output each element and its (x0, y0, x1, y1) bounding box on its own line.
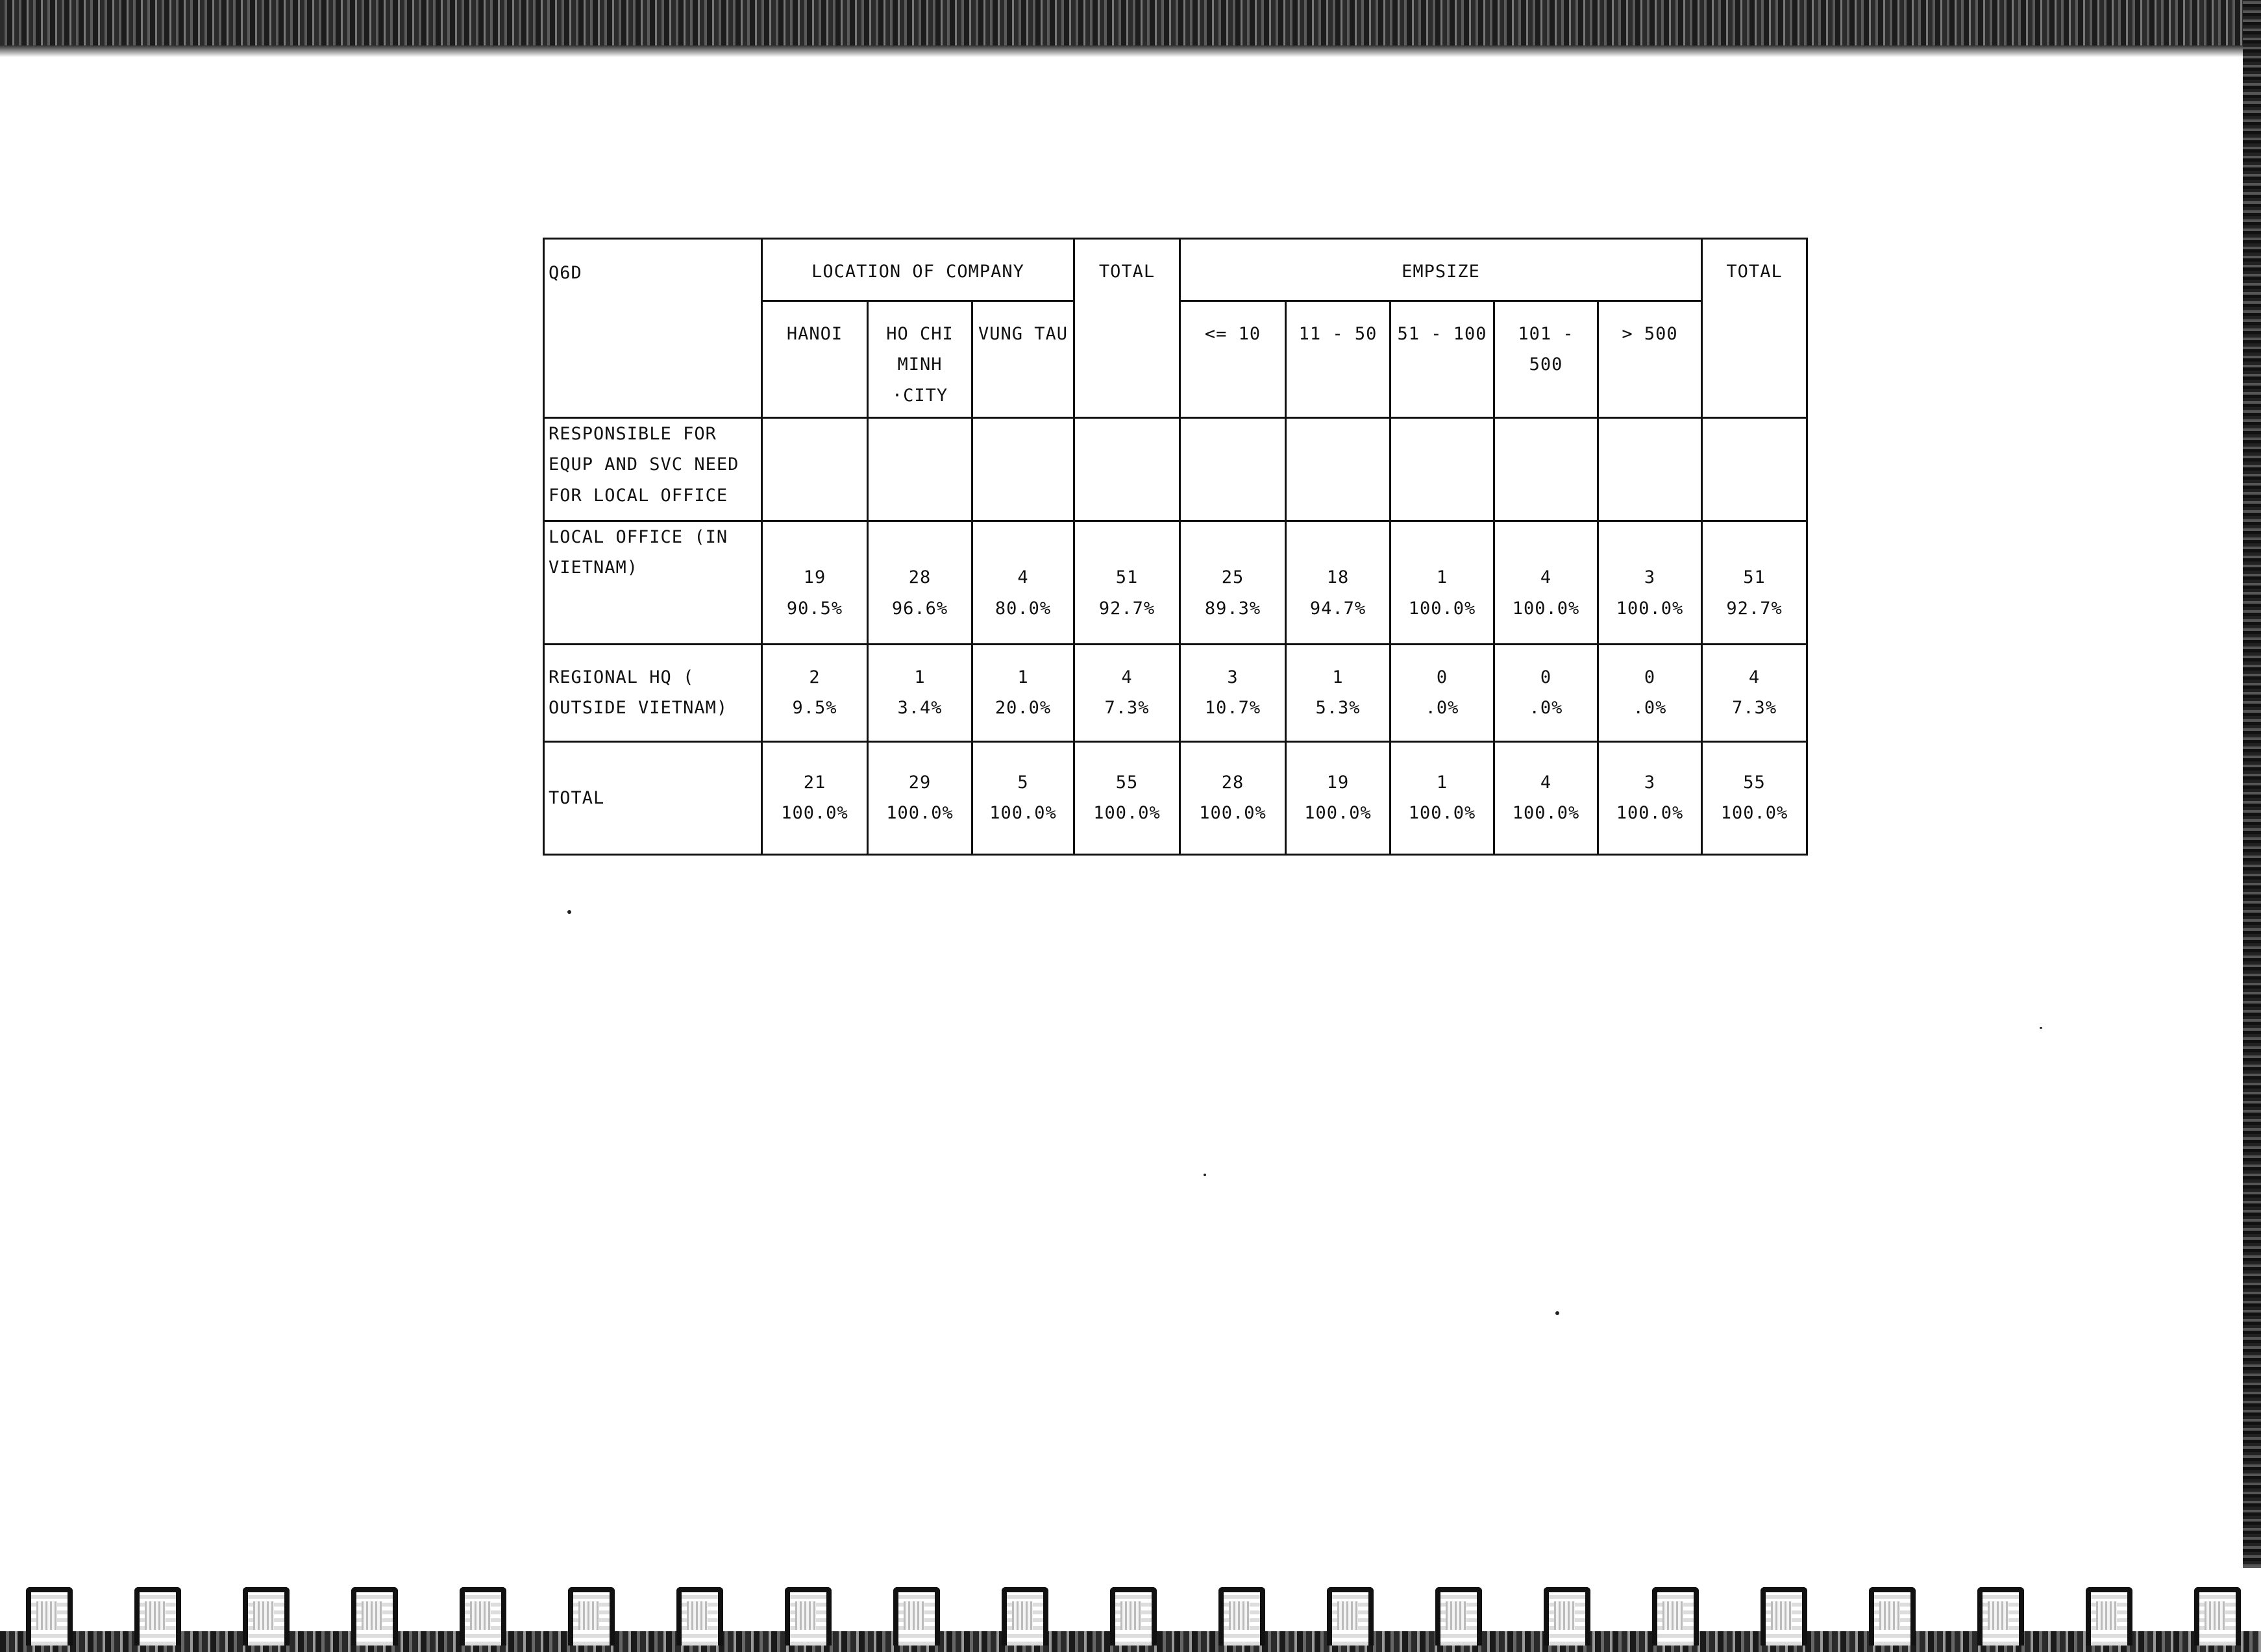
cell-count: 19 (803, 567, 826, 588)
binding-ring (1977, 1587, 2024, 1646)
cell-count: 25 (1221, 567, 1244, 588)
scan-speck (1204, 1174, 1206, 1176)
column-header-label: 51 - 100 (1397, 324, 1487, 344)
binding-ring (26, 1587, 73, 1646)
cell-count: 18 (1326, 567, 1350, 588)
table-cell (762, 741, 868, 854)
table-cell (1074, 644, 1180, 741)
table-cell (1494, 741, 1598, 854)
cell-percent: 5.3% (1315, 698, 1361, 719)
table-cell (1598, 644, 1702, 741)
cell-percent: 100.0% (781, 803, 848, 824)
spiral-binding (0, 1568, 2261, 1652)
binding-ring (568, 1587, 615, 1646)
cell-percent: 100.0% (1304, 803, 1372, 824)
empty-cell (972, 418, 1074, 521)
cell-percent: .0% (1633, 698, 1667, 719)
row-label-line: REGIONAL HQ ( (549, 667, 695, 687)
binding-ring (893, 1587, 940, 1646)
binding-ring (1218, 1587, 1265, 1646)
question-id: Q6D (544, 239, 762, 418)
row-group-label-line: EQUP AND SVC NEED (549, 454, 739, 475)
table-cell (1494, 644, 1598, 741)
row-label-line: TOTAL (549, 787, 605, 808)
table-cell (1598, 741, 1702, 854)
table-cell (868, 521, 972, 644)
cell-count: 29 (908, 772, 932, 793)
cell-percent: 96.6% (891, 598, 948, 619)
empty-cell (1390, 418, 1494, 521)
table-cell (1286, 521, 1390, 644)
table-cell (1074, 741, 1180, 854)
scan-right-edge (2243, 0, 2261, 1652)
table-cell (1074, 521, 1180, 644)
table-cell (1180, 741, 1286, 854)
empsize-total-header: TOTAL (1702, 239, 1807, 418)
row-group-label (544, 418, 762, 521)
cell-count: 1 (1017, 667, 1029, 687)
table-cell (1702, 644, 1807, 741)
location-column-header (868, 301, 972, 418)
cell-percent: 89.3% (1204, 598, 1261, 619)
binding-ring (1652, 1587, 1699, 1646)
table-cell (1180, 521, 1286, 644)
table-cell (972, 521, 1074, 644)
binding-ring (676, 1587, 723, 1646)
empty-cell (868, 418, 972, 521)
empsize-column-header (1180, 301, 1286, 418)
cell-count: 4 (1748, 667, 1761, 687)
column-header-label: ·CITY (891, 385, 948, 406)
cell-count: 4 (1540, 772, 1552, 793)
cell-percent: .0% (1425, 698, 1459, 719)
row-label-line: VIETNAM) (549, 558, 639, 578)
cell-count: 3 (1644, 567, 1656, 588)
table-cell (762, 644, 868, 741)
binding-ring (1110, 1587, 1157, 1646)
table-cell (972, 644, 1074, 741)
empty-cell (762, 418, 868, 521)
cell-count: 21 (803, 772, 826, 793)
cell-count: 55 (1743, 772, 1766, 793)
cell-count: 55 (1115, 772, 1139, 793)
table-cell (1390, 644, 1494, 741)
table-cell (1702, 741, 1807, 854)
row-label-line: LOCAL OFFICE (IN (549, 526, 728, 547)
intro-row (544, 418, 1807, 521)
empsize-column-header (1598, 301, 1702, 418)
cell-percent: 100.0% (1408, 598, 1476, 619)
table-cell (762, 521, 868, 644)
cell-count: 5 (1017, 772, 1029, 793)
cell-percent: 94.7% (1309, 598, 1366, 619)
empsize-column-header (1494, 301, 1598, 418)
location-column-header (972, 301, 1074, 418)
table-cell (1390, 521, 1494, 644)
table-cell (1494, 521, 1598, 644)
cell-percent: 100.0% (1093, 803, 1161, 824)
cell-percent: 100.0% (886, 803, 954, 824)
binding-ring (134, 1587, 181, 1646)
empty-cell (1074, 418, 1180, 521)
cell-count: 4 (1017, 567, 1029, 588)
cell-count: 1 (1332, 667, 1344, 687)
empty-cell (1286, 418, 1390, 521)
cell-percent: 7.3% (1104, 698, 1150, 719)
empty-cell (1494, 418, 1598, 521)
location-column-header (762, 301, 868, 418)
cell-count: 0 (1540, 667, 1552, 687)
cell-percent: 92.7% (1726, 598, 1783, 619)
binding-ring (2086, 1587, 2132, 1646)
column-header-label: MINH (897, 354, 943, 375)
cell-percent: 100.0% (1199, 803, 1266, 824)
column-header-label: HANOI (786, 324, 843, 344)
binding-ring (2194, 1587, 2241, 1646)
cell-percent: 100.0% (1720, 803, 1788, 824)
table-cell (868, 741, 972, 854)
row-label (544, 521, 762, 644)
table-cell (1286, 644, 1390, 741)
cell-count: 2 (809, 667, 821, 687)
row-group-label-line: FOR LOCAL OFFICE (549, 485, 728, 506)
binding-ring (460, 1587, 506, 1646)
cell-percent: 100.0% (989, 803, 1057, 824)
table-cell (1702, 521, 1807, 644)
table-cell (868, 644, 972, 741)
binding-ring (1761, 1587, 1807, 1646)
binding-ring (1002, 1587, 1048, 1646)
header-row-1 (544, 239, 1807, 301)
cell-percent: .0% (1529, 698, 1563, 719)
cell-count: 3 (1227, 667, 1239, 687)
table-cell (1180, 644, 1286, 741)
column-header-label: 11 - 50 (1298, 324, 1378, 344)
cell-count: 3 (1644, 772, 1656, 793)
cell-count: 19 (1326, 772, 1350, 793)
table-cell (1598, 521, 1702, 644)
cell-count: 1 (1436, 772, 1448, 793)
cell-count: 0 (1436, 667, 1448, 687)
cell-count: 4 (1540, 567, 1552, 588)
cell-count: 0 (1644, 667, 1656, 687)
cell-percent: 3.4% (897, 698, 943, 719)
empsize-column-header (1286, 301, 1390, 418)
cell-percent: 100.0% (1408, 803, 1476, 824)
binding-ring (1435, 1587, 1482, 1646)
cell-percent: 20.0% (995, 698, 1052, 719)
location-total-header: TOTAL (1074, 239, 1180, 418)
cell-count: 51 (1743, 567, 1766, 588)
cell-count: 28 (1221, 772, 1244, 793)
empty-cell (1702, 418, 1807, 521)
cell-percent: 7.3% (1732, 698, 1777, 719)
cell-percent: 100.0% (1512, 598, 1580, 619)
binding-ring (243, 1587, 290, 1646)
cell-count: 28 (908, 567, 932, 588)
cell-percent: 92.7% (1098, 598, 1155, 619)
binding-ring (785, 1587, 832, 1646)
column-header-label: > 500 (1622, 324, 1678, 344)
empsize-group-header: EMPSIZE (1180, 239, 1702, 301)
row-label-line: OUTSIDE VIETNAM) (549, 698, 728, 719)
cell-percent: 9.5% (792, 698, 837, 719)
scan-speck (1555, 1311, 1559, 1315)
cell-percent: 100.0% (1616, 803, 1684, 824)
cell-count: 1 (914, 667, 926, 687)
cell-percent: 80.0% (995, 598, 1052, 619)
binding-ring (1544, 1587, 1590, 1646)
binding-ring (1327, 1587, 1374, 1646)
row-label (544, 741, 762, 854)
empsize-column-header (1390, 301, 1494, 418)
empty-cell (1598, 418, 1702, 521)
row-label (544, 644, 762, 741)
table-cell (972, 741, 1074, 854)
column-header-label: 101 - (1518, 324, 1574, 344)
data-row-regional-hq (544, 644, 1807, 741)
scan-top-edge (0, 0, 2261, 52)
column-header-label: VUNG TAU (978, 324, 1069, 344)
column-header-label: <= 10 (1204, 324, 1261, 344)
cell-percent: 90.5% (786, 598, 843, 619)
location-group-header: LOCATION OF COMPANY (762, 239, 1074, 301)
table-cell (1390, 741, 1494, 854)
cell-percent: 100.0% (1616, 598, 1684, 619)
scan-top-shadow (0, 45, 2261, 57)
data-row-total (544, 741, 1807, 854)
empty-cell (1180, 418, 1286, 521)
cell-percent: 10.7% (1204, 698, 1261, 719)
cell-count: 4 (1121, 667, 1133, 687)
scan-speck (2040, 1027, 2042, 1029)
row-group-label-line: RESPONSIBLE FOR (549, 424, 717, 444)
cell-count: 1 (1436, 567, 1448, 588)
column-header-label: HO CHI (886, 324, 954, 344)
q6d-crosstab-table (543, 238, 1808, 856)
cell-count: 51 (1115, 567, 1139, 588)
binding-ring (1869, 1587, 1916, 1646)
binding-ring (351, 1587, 398, 1646)
column-header-label: 500 (1529, 354, 1563, 375)
table-cell (1286, 741, 1390, 854)
scan-speck (567, 910, 571, 914)
data-row-local-office (544, 521, 1807, 644)
cell-percent: 100.0% (1512, 803, 1580, 824)
